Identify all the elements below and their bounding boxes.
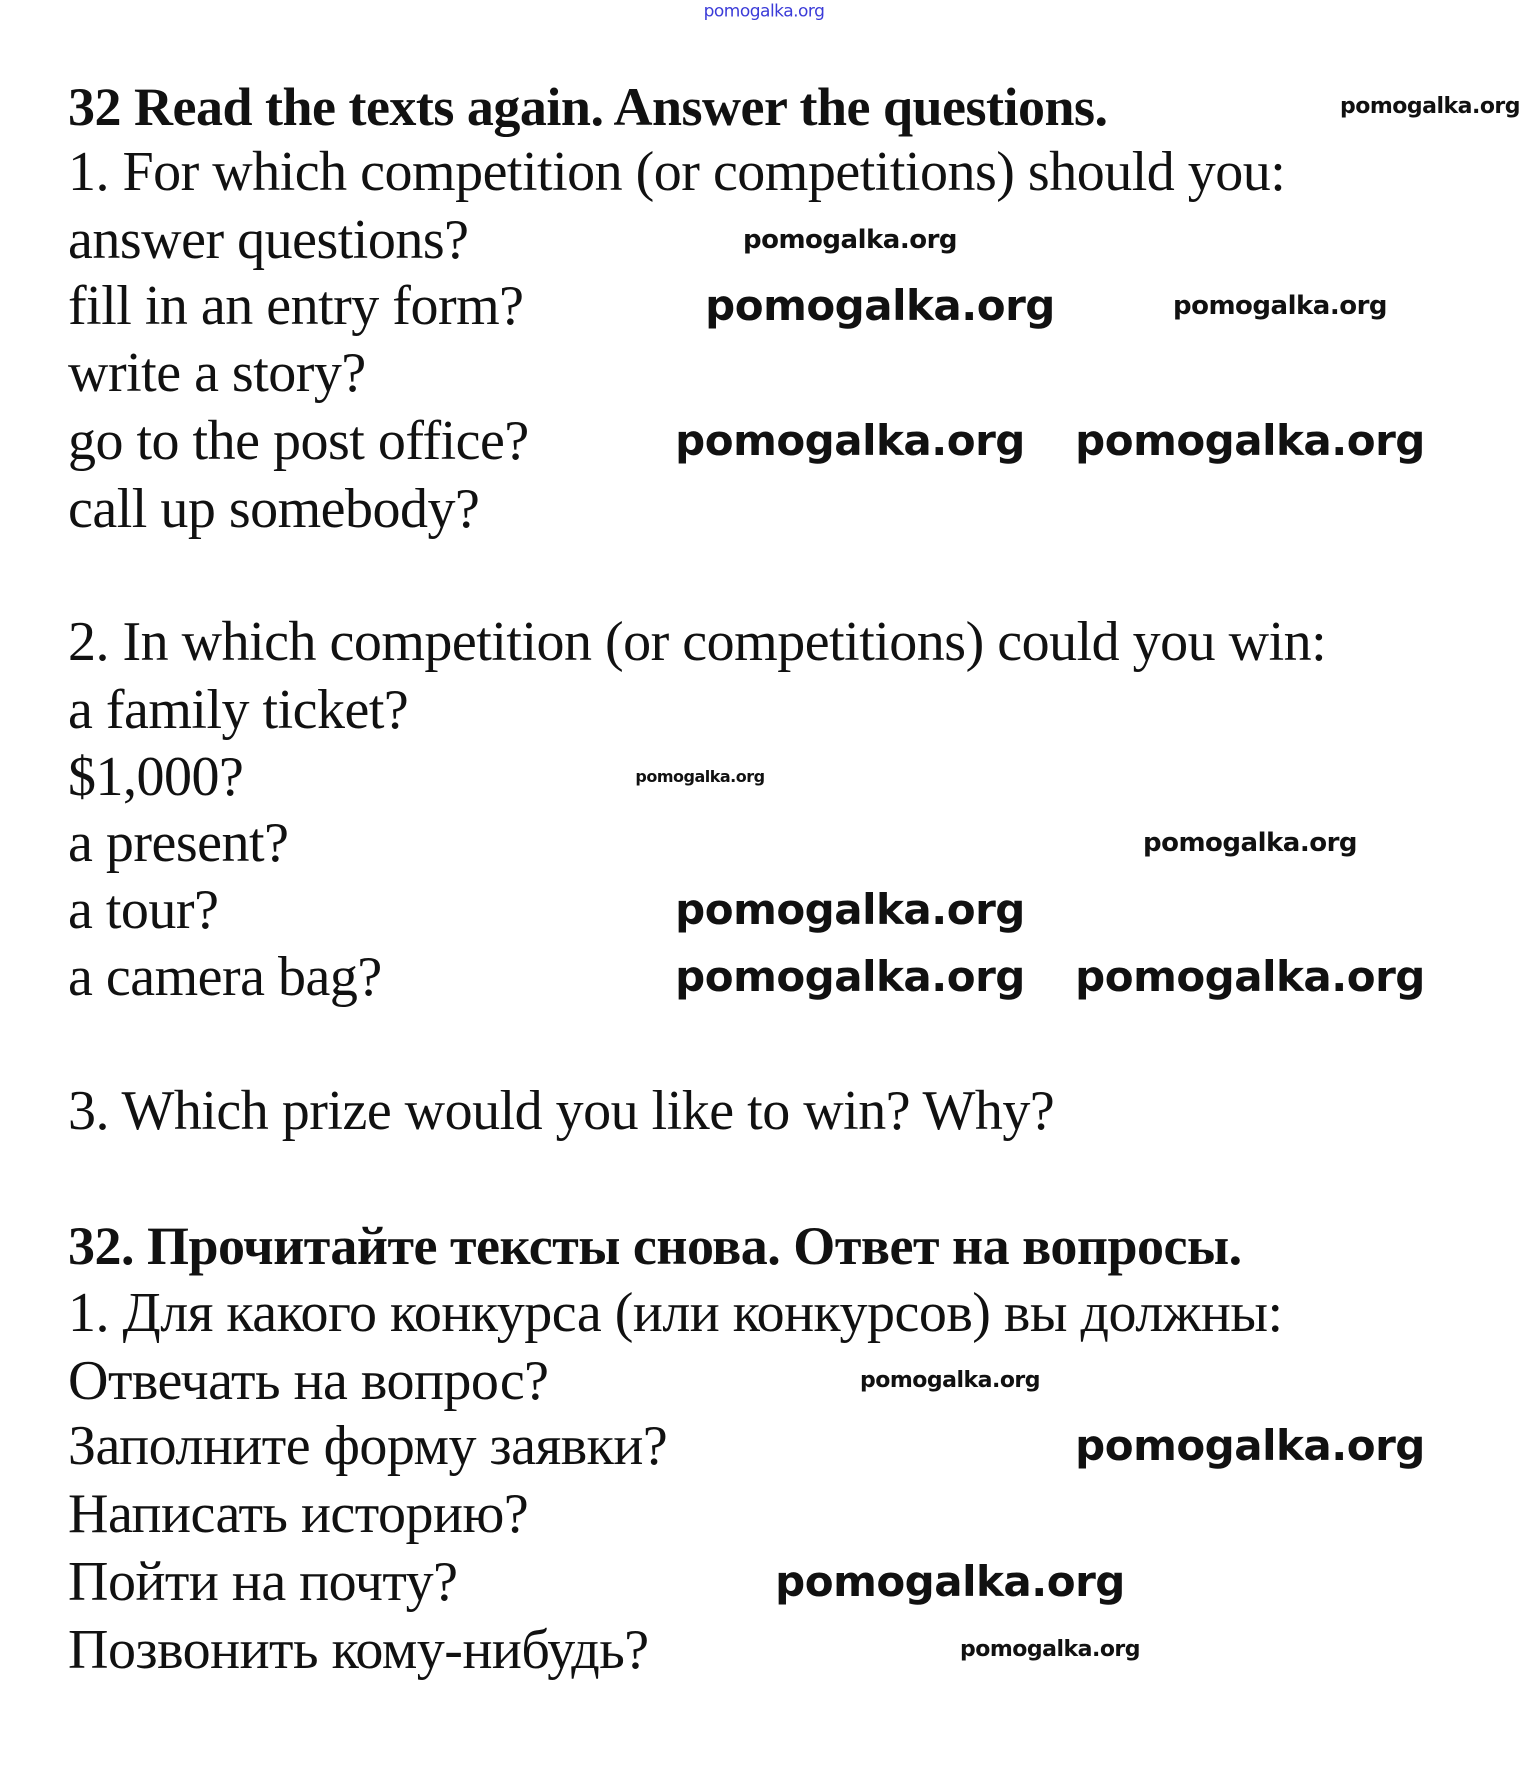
- question-1: 1. For which competition (or competitions) should you:: [68, 141, 1286, 203]
- russian-item: Пойти на почту?: [68, 1551, 458, 1613]
- q1-item: go to the post office?: [68, 410, 529, 472]
- russian-heading: 32. Прочитайте тексты снова. Ответ на вопросы.: [68, 1216, 1242, 1276]
- watermark: pomogalka.org: [775, 1557, 1125, 1606]
- watermark: pomogalka.org: [1172, 291, 1388, 321]
- q2-item: $1,000?: [68, 746, 244, 808]
- q1-item: answer questions?: [68, 209, 469, 271]
- watermark: pomogalka.org: [1075, 1421, 1425, 1470]
- watermark: pomogalka.org: [1142, 828, 1358, 858]
- watermark: pomogalka.org: [1075, 416, 1425, 465]
- q2-item: a family ticket?: [68, 679, 409, 741]
- russian-item: Заполните форму заявки?: [68, 1415, 668, 1477]
- q2-item: a tour?: [68, 879, 219, 941]
- q2-item: a present?: [68, 812, 289, 874]
- q1-item: call up somebody?: [68, 478, 480, 540]
- watermark: pomogalka.org: [959, 1637, 1141, 1662]
- watermark: pomogalka.org: [635, 767, 765, 786]
- watermark: pomogalka.org: [859, 1368, 1041, 1393]
- q2-item: a camera bag?: [68, 946, 382, 1008]
- watermark: pomogalka.org: [675, 885, 1025, 934]
- russian-question-1: 1. Для какого конкурса (или конкурсов) вы должны:: [68, 1282, 1283, 1344]
- russian-item: Позвонить кому-нибудь?: [68, 1619, 649, 1681]
- watermark: pomogalka.org: [675, 952, 1025, 1001]
- watermark: pomogalka.org: [703, 1, 825, 22]
- russian-item: Написать историю?: [68, 1483, 529, 1545]
- watermark: pomogalka.org: [1075, 952, 1425, 1001]
- russian-item: Отвечать на вопрос?: [68, 1350, 549, 1412]
- question-2: 2. In which competition (or competitions) could you win:: [68, 611, 1327, 673]
- watermark: pomogalka.org: [742, 225, 958, 255]
- q1-item: fill in an entry form?: [68, 275, 524, 337]
- watermark: pomogalka.org: [705, 281, 1055, 330]
- watermark: pomogalka.org: [675, 416, 1025, 465]
- exercise-heading: 32 Read the texts again. Answer the questions.: [68, 77, 1108, 137]
- question-3: 3. Which prize would you like to win? Why?: [68, 1080, 1055, 1142]
- q1-item: write a story?: [68, 342, 366, 404]
- watermark: pomogalka.org: [1339, 94, 1521, 119]
